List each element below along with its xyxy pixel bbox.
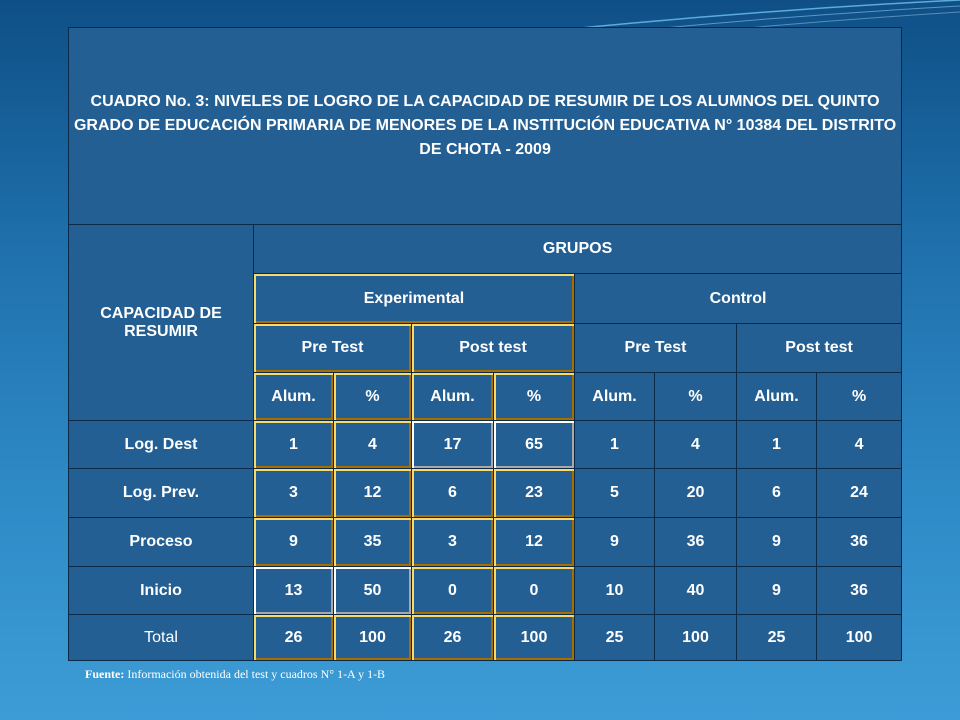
cell: 40 — [655, 567, 737, 615]
cell: 9 — [737, 567, 817, 615]
cell: 36 — [817, 567, 902, 615]
cell-highlight: 65 — [494, 421, 575, 469]
cell: 12 — [334, 469, 412, 518]
control-header: Control — [575, 274, 902, 324]
cell: 1 — [575, 421, 655, 469]
exp-post-header: Post test — [412, 324, 575, 373]
cell: 36 — [817, 518, 902, 567]
cell: 10 — [575, 567, 655, 615]
experimental-header: Experimental — [254, 274, 575, 324]
cell-highlight: 13 — [254, 567, 334, 615]
cell: 100 — [655, 615, 737, 661]
cell: 6 — [412, 469, 494, 518]
cell: 35 — [334, 518, 412, 567]
row-header: CAPACIDAD DE RESUMIR — [69, 225, 254, 421]
cell: 0 — [494, 567, 575, 615]
results-table — [68, 27, 902, 661]
cell: 25 — [575, 615, 655, 661]
row-label: Log. Prev. — [69, 469, 254, 518]
cell: 5 — [575, 469, 655, 518]
cell-highlight: 50 — [334, 567, 412, 615]
cell: 9 — [737, 518, 817, 567]
cell: 100 — [334, 615, 412, 661]
table-title: CUADRO No. 3: NIVELES DE LOGRO DE LA CAPACIDAD DE RESUMIR DE LOS ALUMNOS DEL QUINTO GRADO DE EDUCACIÓN PRIMARIA DE MENORES DE LA INSTITUCIÓN EDUCATIVA N° 10384 DEL DISTRITO DE CHOTA - 2009 — [69, 28, 902, 225]
ctrl-post-header: Post test — [737, 324, 902, 373]
table-row — [69, 615, 902, 661]
cell: 4 — [655, 421, 737, 469]
cell: 12 — [494, 518, 575, 567]
col-alum: Alum. — [254, 373, 334, 421]
row-label: Inicio — [69, 567, 254, 615]
col-pct: % — [655, 373, 737, 421]
cell: 24 — [817, 469, 902, 518]
cell: 100 — [817, 615, 902, 661]
cell: 9 — [575, 518, 655, 567]
source-note — [85, 667, 385, 682]
cell: 23 — [494, 469, 575, 518]
cell: 6 — [737, 469, 817, 518]
table-row — [69, 421, 902, 469]
cell: 36 — [655, 518, 737, 567]
cell-highlight: 17 — [412, 421, 494, 469]
cell: 26 — [412, 615, 494, 661]
col-alum: Alum. — [412, 373, 494, 421]
col-pct: % — [817, 373, 902, 421]
table-row — [69, 469, 902, 518]
table-row — [69, 567, 902, 615]
cell: 3 — [412, 518, 494, 567]
cell: 9 — [254, 518, 334, 567]
source-text: Información obtenida del test y cuadros N° 1-A y 1-B — [124, 667, 386, 681]
cell: 1 — [737, 421, 817, 469]
table-row — [69, 518, 902, 567]
cell: 3 — [254, 469, 334, 518]
row-label: Proceso — [69, 518, 254, 567]
col-pct: % — [334, 373, 412, 421]
cell: 1 — [254, 421, 334, 469]
cell: 4 — [817, 421, 902, 469]
cell: 20 — [655, 469, 737, 518]
exp-pre-header: Pre Test — [254, 324, 412, 373]
col-alum: Alum. — [575, 373, 655, 421]
ctrl-pre-header: Pre Test — [575, 324, 737, 373]
row-label: Log. Dest — [69, 421, 254, 469]
row-label-total: Total — [69, 615, 254, 661]
cell: 25 — [737, 615, 817, 661]
cell: 100 — [494, 615, 575, 661]
cell: 4 — [334, 421, 412, 469]
groups-header: GRUPOS — [254, 225, 902, 274]
col-alum: Alum. — [737, 373, 817, 421]
cell: 0 — [412, 567, 494, 615]
source-label: Fuente: — [85, 667, 125, 681]
col-pct: % — [494, 373, 575, 421]
cell: 26 — [254, 615, 334, 661]
